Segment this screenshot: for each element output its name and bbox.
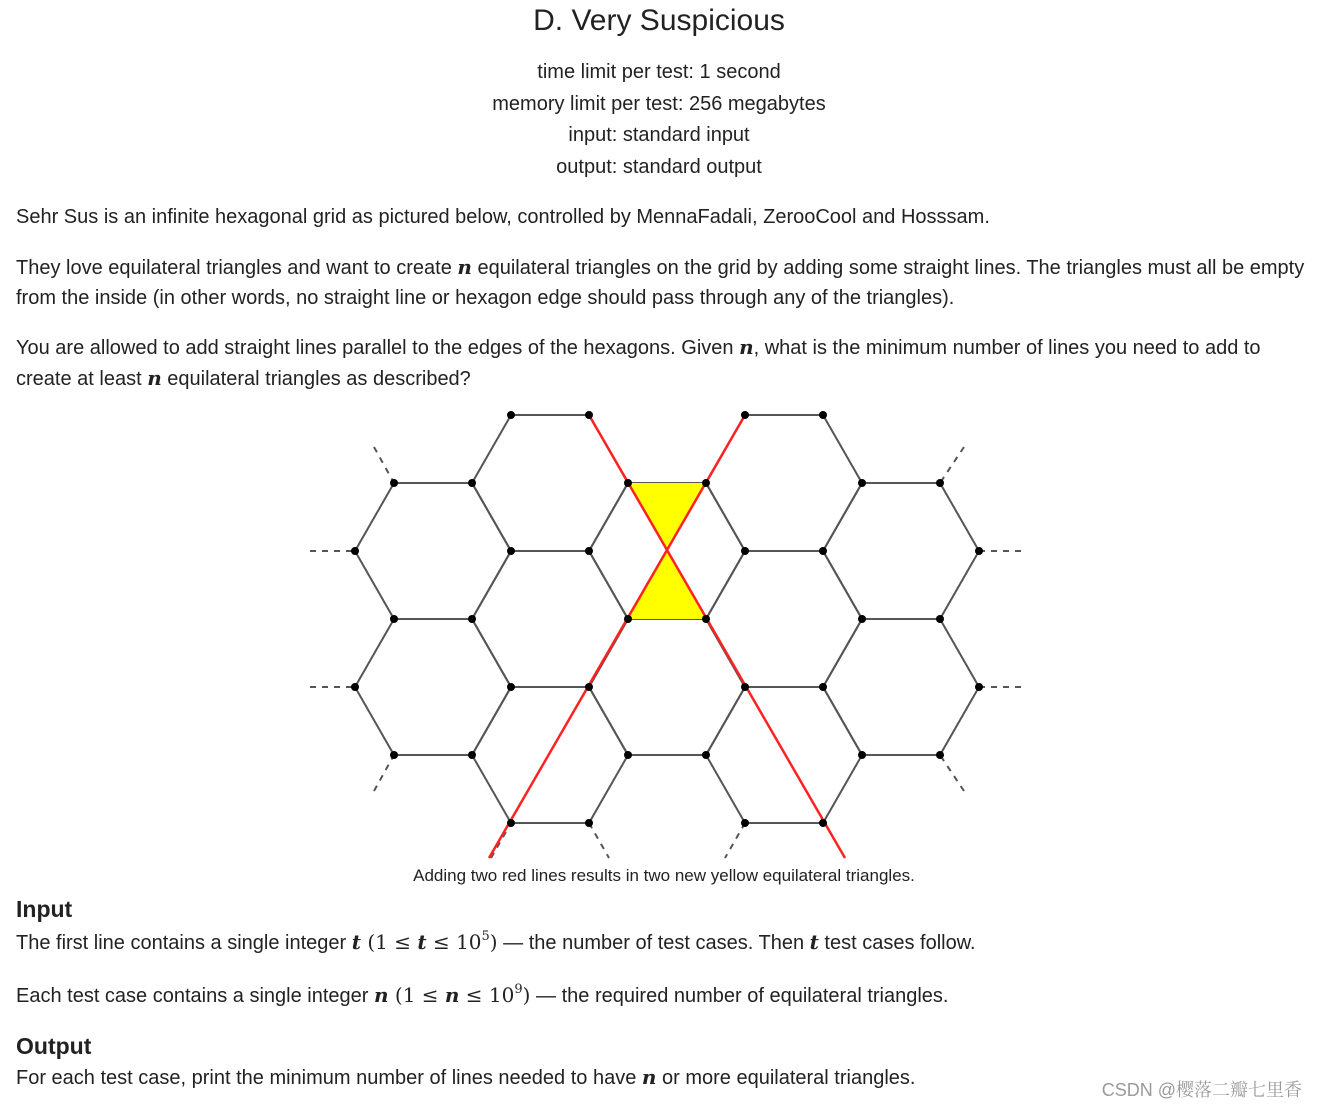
memory-limit: memory limit per test: 256 megabytes — [492, 92, 826, 115]
grid-node — [741, 547, 749, 555]
hex-edge — [940, 619, 979, 687]
hex-edge — [823, 755, 862, 823]
hex-edge — [706, 755, 745, 823]
grid-node — [507, 819, 515, 827]
grid-node — [975, 547, 983, 555]
yellow-triangle — [628, 483, 706, 551]
hex-edge — [823, 415, 862, 483]
input-line-2: Each test case contains a single integer n $(1 \le n \le 10^9)$ — the required number of equilateral triangles. — [16, 982, 949, 1007]
output-type: output: standard output — [556, 156, 762, 179]
grid-node — [858, 615, 866, 623]
hex-edge — [472, 415, 511, 483]
hex-edge — [940, 551, 979, 619]
hex-edge — [823, 687, 862, 755]
grid-node — [741, 819, 749, 827]
hex-edge — [589, 551, 628, 619]
output-heading: Output — [16, 1033, 92, 1059]
hex-edge — [472, 687, 511, 755]
hex-edge — [589, 687, 628, 755]
statement-paragraph-1: Sehr Sus is an infinite hexagonal grid as pictured below, controlled by MennaFadali, ZerooCool and Hosssam. — [16, 206, 990, 228]
input-line-1: The first line contains a single integer t $(1 \le t \le 10^5)$ — the number of test cases. Then t test cases follow. — [16, 929, 976, 954]
grid-node — [819, 547, 827, 555]
math-var: n — [457, 255, 472, 279]
grid-node — [507, 547, 515, 555]
hex-edge — [355, 551, 394, 619]
grid-node — [468, 751, 476, 759]
grid-node — [702, 479, 710, 487]
hex-edge — [355, 619, 394, 687]
grid-node — [585, 683, 593, 691]
time-limit: time limit per test: 1 second — [537, 61, 781, 83]
grid-node — [936, 615, 944, 623]
grid-node — [351, 683, 359, 691]
dashed-edge — [940, 447, 964, 483]
dashed-edge — [374, 447, 394, 483]
grid-node — [702, 615, 710, 623]
figure-caption: Adding two red lines results in two new yellow equilateral triangles. — [413, 866, 915, 885]
hex-edge — [472, 483, 511, 551]
grid-node — [819, 819, 827, 827]
hex-grid-illustration — [300, 405, 1030, 860]
math-var: n — [739, 335, 754, 359]
grid-node — [741, 411, 749, 419]
hex-edge — [706, 551, 745, 619]
input-type: input: standard input — [568, 124, 750, 147]
yellow-triangle — [628, 551, 706, 619]
hex-edge — [940, 483, 979, 551]
grid-node — [390, 615, 398, 623]
grid-node — [819, 411, 827, 419]
hex-edge — [472, 755, 511, 823]
hex-edge — [355, 483, 394, 551]
hex-grid-figure — [300, 405, 1030, 860]
hex-edge — [589, 755, 628, 823]
grid-node — [585, 547, 593, 555]
problem-title: D. Very Suspicious — [533, 4, 785, 37]
hex-edge — [706, 483, 745, 551]
grid-node — [468, 479, 476, 487]
grid-node — [390, 479, 398, 487]
math-var: n — [147, 366, 162, 390]
grid-node — [936, 479, 944, 487]
grid-node — [624, 615, 632, 623]
dashed-edge — [589, 823, 609, 858]
dashed-edge — [940, 755, 964, 791]
grid-node — [585, 411, 593, 419]
hex-edge — [823, 551, 862, 619]
watermark: CSDN @樱落二瓣七里香 — [1101, 1080, 1302, 1100]
hex-edge — [706, 687, 745, 755]
grid-node — [351, 547, 359, 555]
grid-node — [390, 751, 398, 759]
hex-edge — [355, 687, 394, 755]
output-line-1: For each test case, print the minimum number of lines needed to have n or more equilateral triangles. — [16, 1065, 916, 1089]
grid-node — [858, 479, 866, 487]
input-heading: Input — [16, 896, 73, 922]
hex-edge — [472, 619, 511, 687]
hex-edge — [589, 483, 628, 551]
grid-node — [468, 615, 476, 623]
grid-node — [624, 751, 632, 759]
grid-node — [624, 479, 632, 487]
grid-node — [507, 683, 515, 691]
hex-edge — [940, 687, 979, 755]
grid-node — [585, 819, 593, 827]
grid-node — [741, 683, 749, 691]
grid-node — [819, 683, 827, 691]
statement-paragraph-3: You are allowed to add straight lines parallel to the edges of the hexagons. Given n, what is the minimum number of lines you need to add to create at least n equilateral triangles as described? — [16, 335, 1261, 390]
hex-edge — [472, 551, 511, 619]
grid-node — [858, 751, 866, 759]
dashed-edge — [374, 755, 394, 791]
hex-edge — [823, 483, 862, 551]
grid-node — [507, 411, 515, 419]
grid-node — [936, 751, 944, 759]
grid-node — [702, 751, 710, 759]
statement-paragraph-2: They love equilateral triangles and want to create n equilateral triangles on the grid by adding some straight lines. The triangles must all be empty from the inside (in other words, no straight line or hexagon edge should pass through any of the triangles). — [16, 255, 1305, 309]
grid-node — [975, 683, 983, 691]
dashed-edge — [491, 823, 511, 858]
limits-block — [0, 57, 1318, 184]
hex-edge — [823, 619, 862, 687]
dashed-edge — [725, 823, 745, 858]
